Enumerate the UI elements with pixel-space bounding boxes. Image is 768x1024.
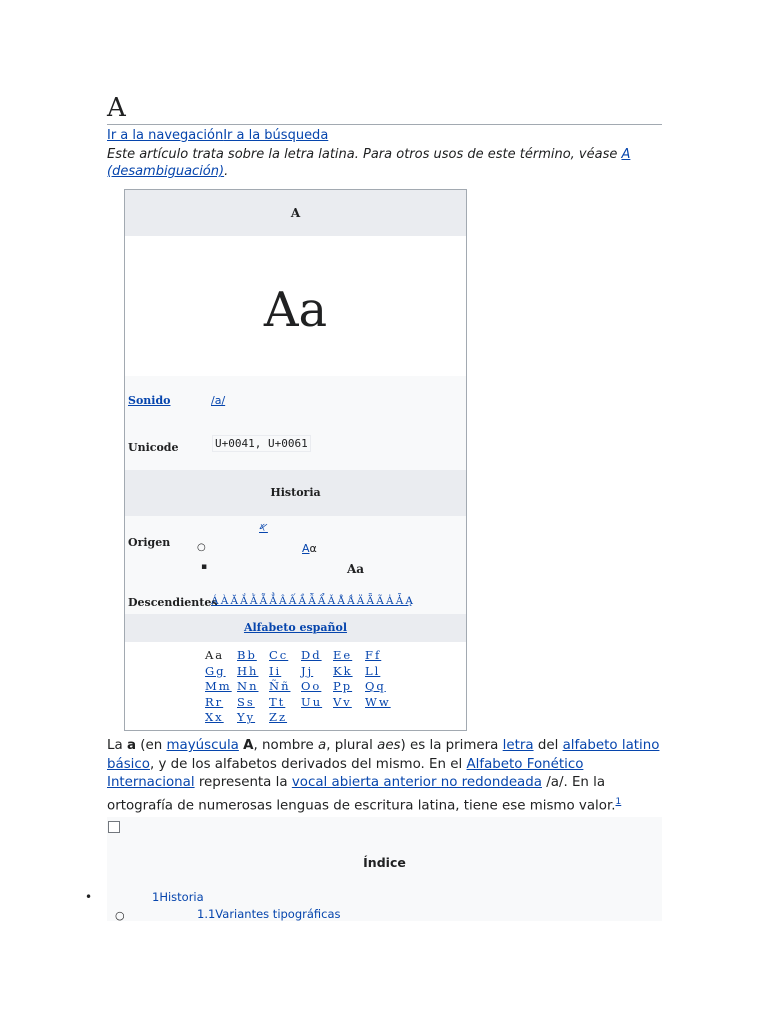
sonido-label[interactable]: Sonido bbox=[128, 394, 171, 407]
lead-italic: aes bbox=[377, 738, 401, 753]
alphabet-letter-qq[interactable]: Qq bbox=[365, 679, 386, 694]
alfabeto-espanol-link[interactable]: Alfabeto español bbox=[243, 621, 348, 634]
toc-item-historia[interactable] bbox=[152, 890, 204, 904]
page-title: A bbox=[107, 92, 662, 125]
lead-text: , plural bbox=[326, 738, 378, 753]
toc-bullet-circle: ○ bbox=[115, 909, 125, 922]
infobox-header: A bbox=[125, 190, 466, 236]
origen-greek-text: α bbox=[309, 542, 317, 555]
historia-header: Historia bbox=[125, 470, 466, 516]
alphabet-letter-nn[interactable]: Nn bbox=[237, 679, 259, 694]
hatnote-end: . bbox=[224, 164, 229, 179]
link-alfabeto-latino[interactable]: alfabeto latino básico bbox=[107, 738, 660, 772]
origen-phoenician-link[interactable]: 𐤀 bbox=[259, 520, 268, 534]
lead-bold-a: a bbox=[126, 738, 136, 753]
toc-item-label: Variantes tipográficas bbox=[215, 907, 341, 921]
alphabet-letter-zz[interactable]: Zz bbox=[269, 710, 288, 725]
alphabet-letter-jj[interactable]: Jj bbox=[301, 663, 314, 678]
hatnote-text: Este artículo trata sobre la letra latina. Para otros usos de este término, véase bbox=[107, 147, 622, 162]
reference-1[interactable]: 1 bbox=[615, 796, 622, 807]
alphabet-letter-uu[interactable]: Uu bbox=[301, 694, 323, 709]
descendientes-links[interactable]: Á À Ă Ắ Ằ Ẵ Ẳ Â Ấ Ầ Ẫ Ẩ Ǎ Å Ǻ Ä Ǟ Ã Ȧ Ǡ Ą bbox=[211, 595, 413, 607]
unicode-value: U+0041, U+0061 bbox=[212, 435, 311, 452]
alphabet-row bbox=[205, 695, 397, 711]
alphabet-letter-ll[interactable]: Ll bbox=[365, 663, 381, 678]
lead-italic: a bbox=[317, 738, 327, 753]
unicode-label: Unicode bbox=[128, 441, 179, 454]
alphabet-letter-tt[interactable]: Tt bbox=[269, 694, 286, 709]
alphabet-letter-hh[interactable]: Hh bbox=[237, 663, 259, 678]
alphabet-letter-xx[interactable]: Xx bbox=[205, 710, 224, 725]
lead-text: del bbox=[533, 738, 563, 753]
jump-search-link[interactable]: Ir a la búsqueda bbox=[223, 128, 329, 143]
alphabet-letter-yy[interactable]: Yy bbox=[237, 710, 256, 725]
lead-text: , nombre bbox=[253, 738, 318, 753]
toc-item-number: 1.1 bbox=[197, 907, 216, 921]
alphabet-letter-rr[interactable]: Rr bbox=[205, 694, 224, 709]
origen-label: Origen bbox=[128, 536, 171, 549]
origen-row bbox=[125, 516, 466, 614]
alphabet-letter-bb[interactable]: Bb bbox=[237, 648, 257, 662]
table-of-contents bbox=[107, 817, 662, 921]
toc-title: Índice bbox=[363, 855, 406, 870]
lead-bold-A: A bbox=[243, 738, 254, 753]
sonido-value[interactable]: /a/ bbox=[211, 394, 226, 407]
alphabet-letter-ee[interactable]: Ee bbox=[333, 648, 353, 662]
jump-nav-link[interactable]: Ir a la navegación bbox=[107, 128, 224, 143]
alphabet-letter-ww[interactable]: Ww bbox=[365, 694, 391, 709]
alphabet-letter-dd[interactable]: Dd bbox=[301, 648, 322, 662]
jump-links bbox=[107, 128, 328, 144]
infobox bbox=[124, 189, 467, 731]
hatnote-link[interactable]: A (desambiguación) bbox=[107, 147, 631, 179]
infobox-glyph: Aa bbox=[263, 282, 328, 338]
alphabet-row bbox=[205, 679, 397, 695]
toc-toggle-checkbox[interactable] bbox=[108, 821, 120, 833]
alphabet-letter-aa: Aa bbox=[205, 648, 225, 662]
link-letra[interactable]: letra bbox=[502, 738, 534, 753]
lead-paragraph bbox=[107, 737, 662, 815]
alphabet-letter-ss[interactable]: Ss bbox=[237, 694, 255, 709]
lead-text: representa la bbox=[194, 775, 292, 790]
infobox-glyph-image bbox=[125, 236, 466, 376]
alphabet-letter-ff[interactable]: Ff bbox=[365, 648, 382, 662]
link-mayuscula[interactable]: mayúscula bbox=[166, 738, 239, 753]
lead-text: /a/. En la ortografía de numerosas lenguas de escritura latina, tiene ese mismo valor. bbox=[107, 775, 616, 813]
alphabet-grid bbox=[125, 642, 466, 730]
alphabet-letter-vv[interactable]: Vv bbox=[333, 694, 352, 709]
origen-latin: Aa bbox=[347, 562, 365, 576]
toc-item-number: 1 bbox=[152, 890, 160, 904]
alphabet-letter-oo[interactable]: Oo bbox=[301, 679, 322, 694]
alphabet-letter-cc[interactable]: Cc bbox=[269, 648, 289, 662]
alphabet-letter-kk[interactable]: Kk bbox=[333, 663, 353, 678]
alphabet-row bbox=[205, 648, 397, 664]
alphabet-letter-ññ[interactable]: Ññ bbox=[269, 679, 291, 694]
alphabet-row bbox=[205, 664, 397, 680]
bullet-square: ▪ bbox=[201, 562, 208, 572]
bullet-circle: ○ bbox=[197, 542, 206, 553]
link-vocal[interactable]: vocal abierta anterior no redondeada bbox=[291, 775, 542, 790]
lead-text: ) es la primera bbox=[400, 738, 503, 753]
link-afi[interactable]: Alfabeto Fonético Internacional bbox=[107, 756, 584, 790]
alphabet-letter-ii[interactable]: Ii bbox=[269, 663, 282, 678]
lead-text: La bbox=[107, 738, 127, 753]
lead-text: , y de los alfabetos derivados del mismo. En el bbox=[149, 756, 467, 772]
descendientes-label: Descendientes bbox=[128, 596, 218, 609]
hatnote bbox=[107, 146, 662, 180]
toc-item-label: Historia bbox=[159, 890, 204, 904]
alphabet-letter-mm[interactable]: Mm bbox=[205, 679, 232, 694]
alphabet-letter-pp[interactable]: Pp bbox=[333, 679, 353, 694]
toc-bullet-dot: • bbox=[85, 890, 93, 904]
alphabet-letter-gg[interactable]: Gg bbox=[205, 663, 226, 678]
alphabet-row bbox=[205, 710, 397, 726]
origen-greek-link[interactable]: A bbox=[302, 542, 310, 555]
toc-item-variantes[interactable] bbox=[197, 907, 341, 921]
lead-text: (en bbox=[135, 738, 167, 753]
